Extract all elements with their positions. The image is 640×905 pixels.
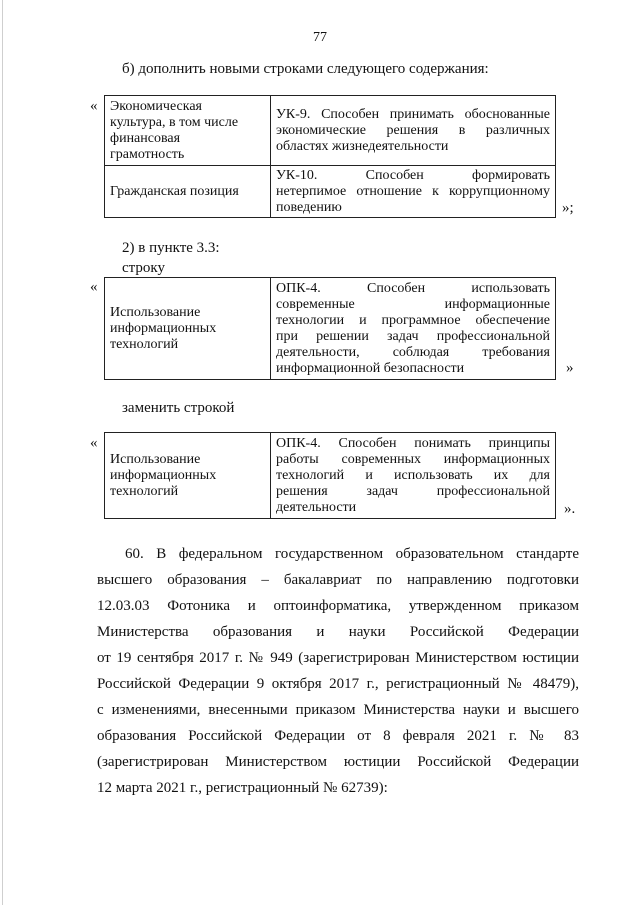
- table2-left: Использование информационных технологий: [105, 278, 271, 380]
- table-row: [105, 433, 556, 519]
- table2: [104, 277, 556, 380]
- paragraph-line: Российской Федерации 9 октября 2017 г., регистрационный № 48479),: [97, 676, 579, 692]
- table1-open-quote: «: [90, 98, 98, 114]
- paragraph-line: с изменениями, внесенными приказом Министерства науки и высшего: [97, 702, 579, 718]
- point-2: 2) в пункте 3.3:: [122, 240, 220, 256]
- table1-row1-right: УК-9. Способен принимать обоснованные экономические решения в различных областях жизнедеятельности: [271, 96, 556, 166]
- table-row: [105, 96, 556, 166]
- table3-right: ОПК-4. Способен понимать принципы работы современных информационных технологий и использовать их для решения задач профессиональной деятельности: [271, 433, 556, 519]
- table3: [104, 432, 556, 519]
- paragraph-line: Министерства образования и науки Российской Федерации: [97, 624, 579, 640]
- paragraph-line: высшего образования – бакалавриат по направлению подготовки: [97, 572, 579, 588]
- table1-row2-right: УК-10. Способен формировать нетерпимое отношение к коррупционному поведению: [271, 166, 556, 218]
- replace-label: заменить строкой: [122, 400, 235, 416]
- table1-row1-left: Экономическая культура, в том числе финансовая грамотность: [105, 96, 271, 166]
- table2-open-quote: «: [90, 279, 98, 295]
- intro-b: б) дополнить новыми строками следующего содержания:: [122, 61, 489, 77]
- table1-row2-left: Гражданская позиция: [105, 166, 271, 218]
- table1-close-mark: »;: [562, 200, 574, 216]
- table-row: [105, 166, 556, 218]
- table-row: [105, 278, 556, 380]
- paragraph-line: 12 марта 2021 г., регистрационный № 62739):: [97, 780, 388, 796]
- table3-open-quote: «: [90, 435, 98, 451]
- paragraph-line: образования Российской Федерации от 8 февраля 2021 г. № 83: [97, 728, 579, 744]
- row-label: строку: [122, 260, 165, 276]
- paragraph-line: (зарегистрирован Министерством юстиции Российской Федерации: [97, 754, 579, 770]
- paragraph-line: 60. В федеральном государственном образовательном стандарте: [125, 546, 579, 562]
- table3-left: Использование информационных технологий: [105, 433, 271, 519]
- table1: [104, 95, 556, 218]
- table2-close-mark: »: [566, 360, 574, 376]
- page-edge: [2, 0, 3, 905]
- paragraph-60: [97, 541, 579, 801]
- paragraph-line: от 19 сентября 2017 г. № 949 (зарегистрирован Министерством юстиции: [97, 650, 579, 666]
- table2-right: ОПК-4. Способен использовать современные информационные технологии и программное обеспечение при решении задач профессиональной деятельности, соблюдая требования информационной безопасности: [271, 278, 556, 380]
- paragraph-line: 12.03.03 Фотоника и оптоинформатика, утвержденном приказом: [97, 598, 579, 614]
- table3-close-mark: ».: [564, 501, 576, 517]
- page-number: 77: [313, 30, 327, 45]
